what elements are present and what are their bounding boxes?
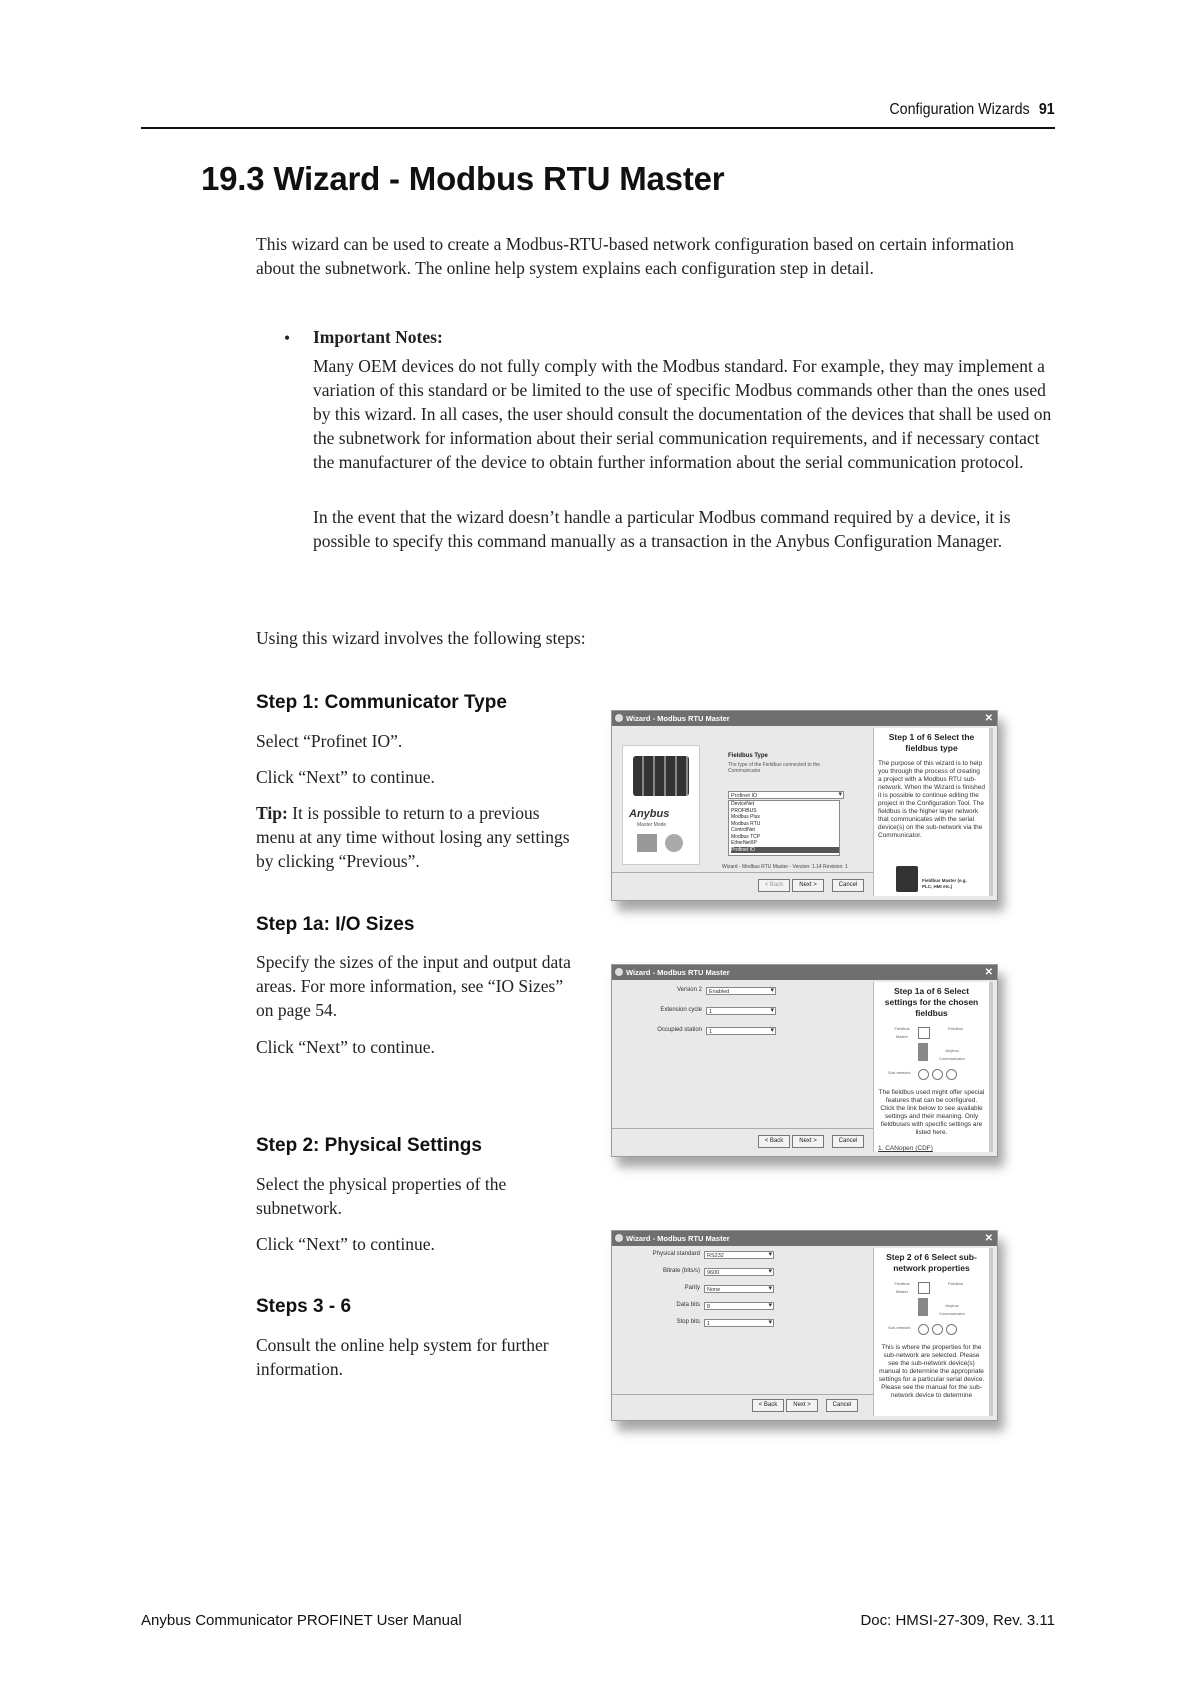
product-image [622,745,700,865]
physical-standard-select[interactable]: RS232 ▾ [704,1251,774,1259]
back-button[interactable]: < Back [758,879,790,892]
master-box-icon [918,1027,930,1039]
help-panel [873,728,989,896]
device-caption: Fieldbus Master (e.g. PLC, HMI etc.) [922,878,967,889]
step1-tip [256,801,576,873]
field-label: Bitrate (bits/s) [662,1268,700,1274]
window-title: Wizard - Modbus RTU Master [626,714,730,723]
option-item[interactable]: EtherNet/IP [731,840,757,846]
network-diagram [878,1025,985,1089]
close-icon: ✕ [984,967,993,978]
header-section: Configuration Wizards [889,101,1030,118]
wizard-screenshot-step1a [611,964,998,1157]
stop-bits-select[interactable]: 1 ▾ [704,1319,774,1327]
notes-paragraph-1: Many OEM devices do not fully comply with the Modbus standard. For example, they may implement a variation of this standard or be limited to the use of specific Modbus commands other than the ones used by this wizard. In all cases, the user should consult the documentation of the devices that shall be used on the subnetwork for information about their serial communication requirements, and if necessary contact the manufacturer of the device to obtain further information about the serial communication protocol. [313,356,1052,472]
divider [612,1128,873,1129]
option-item[interactable]: Modbus RTU [731,820,761,827]
tip-text: It is possible to return to a previous menu at any time without losing any settings by clicking “Previous”. [256,803,570,871]
cancel-button[interactable]: Cancel [832,879,864,892]
diagram-label: Fieldbus Master [894,1026,910,1039]
help-step-title: Step 1 of 6 Select the fieldbus type [888,732,975,753]
option-item[interactable]: PROFIBUS [731,807,757,814]
extension-cycle-select[interactable]: 1 ▾ [706,1007,776,1015]
diagram-label: Fieldbus Master [894,1281,910,1294]
fieldbus-select[interactable]: Profinet IO ▾ [728,791,844,799]
help-step-title: Step 1a of 6 Select settings for the chosen fieldbus [884,986,979,1018]
step1-text-2: Click “Next” to continue. [256,767,435,787]
footer-right: Doc: HMSI-27-309, Rev. 3.11 [860,1612,1055,1629]
help-panel [873,1248,989,1416]
window-title: Wizard - Modbus RTU Master [626,968,730,977]
window-titlebar [612,965,997,980]
step1-text-1: Select “Profinet IO”. [256,731,403,751]
node-icon [918,1069,929,1080]
running-header [890,101,1055,119]
next-button[interactable]: Next > [792,879,824,892]
wizard-screenshot-step1 [611,710,998,901]
fieldbus-option-list[interactable] [728,800,840,856]
option-item-selected[interactable]: Profinet IO [731,847,839,854]
tip-label: Tip: [256,803,288,823]
field-label: Data bits [676,1302,700,1308]
field-label: Extension cycle [660,1007,702,1013]
field-label: Physical standard [652,1251,700,1257]
close-icon: ✕ [984,713,993,724]
window-title: Wizard - Modbus RTU Master [626,1234,730,1243]
step1a-text-1: Specify the sizes of the input and output data areas. For more information, see “IO Sizes” on page 54. [256,952,571,1020]
node-icon [946,1069,957,1080]
node-icon [932,1069,943,1080]
cancel-button[interactable]: Cancel [826,1399,858,1412]
diagram-label: Anybus Communicator [938,1048,965,1061]
help-step-title: Step 2 of 6 Select sub-network properties [886,1252,977,1273]
intro-paragraph: This wizard can be used to create a Modbus-RTU-based network configuration based on certain information about the subnetwork. The online help system explains each configuration step in detail. [256,234,1015,278]
notes-heading: Important Notes: [313,327,443,347]
page-number: 91 [1039,101,1055,118]
help-text: The fieldbus used might offer special features that can be configured. Click the link below to see available settings and their meaning. Only fieldbuses with specific settings are listed here. [878,1089,985,1136]
node-icon [932,1324,943,1335]
field-label: Stop bits [676,1319,700,1325]
footer-left: Anybus Communicator PROFINET User Manual [141,1612,462,1629]
field-label: Occupied station [657,1027,702,1033]
scrollbar[interactable] [989,1248,993,1416]
steps-intro: Using this wizard involves the following steps: [256,628,586,648]
scrollbar[interactable] [989,982,993,1152]
wizard-screenshot-step2 [611,1230,998,1421]
app-icon [615,714,623,722]
back-button[interactable]: < Back [758,1135,790,1148]
field-label: Parity [684,1285,700,1291]
app-icon [615,1234,623,1242]
scrollbar[interactable] [989,728,993,896]
step1a-heading: Step 1a: I/O Sizes [256,914,415,935]
field-label: Version 2 [676,987,702,993]
diagram-label: Fieldbus [948,1281,964,1286]
master-mode-label: Master Mode [637,822,667,828]
next-button[interactable]: Next > [792,1135,824,1148]
device-icon [896,866,918,892]
version2-select[interactable]: Enabled ▾ [706,987,776,995]
tools-icon [665,834,683,852]
help-panel [873,982,989,1152]
step2-heading: Step 2: Physical Settings [256,1135,482,1156]
option-item[interactable]: DeviceNet [731,801,755,807]
next-button[interactable]: Next > [786,1399,818,1412]
occupied-station-select[interactable]: 1 ▾ [706,1027,776,1035]
diagram-label: Sub-network [888,1325,911,1330]
fieldbus-type-label: Fieldbus Type [728,753,768,759]
fieldbus-type-desc: The type of the Fieldbus connected to the Communicator [728,762,821,774]
help-text: This is where the properties for the sub-network are selected. Please see the sub-network device(s) manual to determine the appropriate settings for a particular serial device. Please see the manual for the sub-network device to determine [878,1344,985,1399]
step1-heading: Step 1: Communicator Type [256,692,507,713]
back-button[interactable]: < Back [752,1399,784,1412]
communicator-icon [918,1043,928,1061]
step1a-text-2: Click “Next” to continue. [256,1037,435,1057]
diagram-label: Fieldbus [948,1026,964,1031]
step2-text-1: Select the physical properties of the subnetwork. [256,1174,507,1218]
node-icon [946,1324,957,1335]
module-graphic [633,756,689,796]
diagram-label: Sub-network [888,1070,911,1075]
node-icon [918,1324,929,1335]
divider [612,1394,873,1395]
anybus-logo: Anybus [629,808,670,820]
bullet-icon: • [284,328,291,348]
close-icon: ✕ [984,1233,993,1244]
wizard-version: Wizard - Modbus RTU Master - Version: 1.14 Revision: 1 [722,864,848,870]
diagram-label: Anybus Communicator [938,1303,965,1316]
master-box-icon [918,1282,930,1294]
parity-select[interactable]: None ▾ [704,1285,774,1293]
section-title: 19.3 Wizard - Modbus RTU Master [201,160,725,197]
window-titlebar [612,711,997,726]
network-diagram [878,1280,985,1344]
option-item[interactable]: Modbus Plus [731,814,760,820]
notes-paragraph-2: In the event that the wizard doesn’t handle a particular Modbus command required by a device, it is possible to specify this command manually as a transaction in the Anybus Configuration Manager. [313,507,1011,551]
option-item[interactable]: Modbus TCP [731,833,761,840]
header-rule [141,127,1055,129]
canopen-link[interactable]: 1. CANopen (CDF) [878,1145,933,1152]
data-bits-select[interactable]: 8 ▾ [704,1302,774,1310]
divider [612,872,873,873]
window-titlebar [612,1231,997,1246]
help-text: The purpose of this wizard is to help you through the process of creating a project with a Modbus RTU sub-network. When the Wizard is finished it is possible to continue editing the project in the Configuration Tool. The fieldbus is the higher layer network that communicates with the serial device(s) on the sub-network via the Communicator. [878,760,985,839]
communicator-icon [918,1298,928,1316]
doc-icon [637,834,657,852]
steps3-6-heading: Steps 3 - 6 [256,1296,352,1317]
option-item[interactable]: ControlNet [731,827,755,833]
steps3-6-text: Consult the online help system for further information. [256,1335,549,1379]
bitrate-select[interactable]: 9600 ▾ [704,1268,774,1276]
cancel-button[interactable]: Cancel [832,1135,864,1148]
app-icon [615,968,623,976]
step2-text-2: Click “Next” to continue. [256,1234,435,1254]
